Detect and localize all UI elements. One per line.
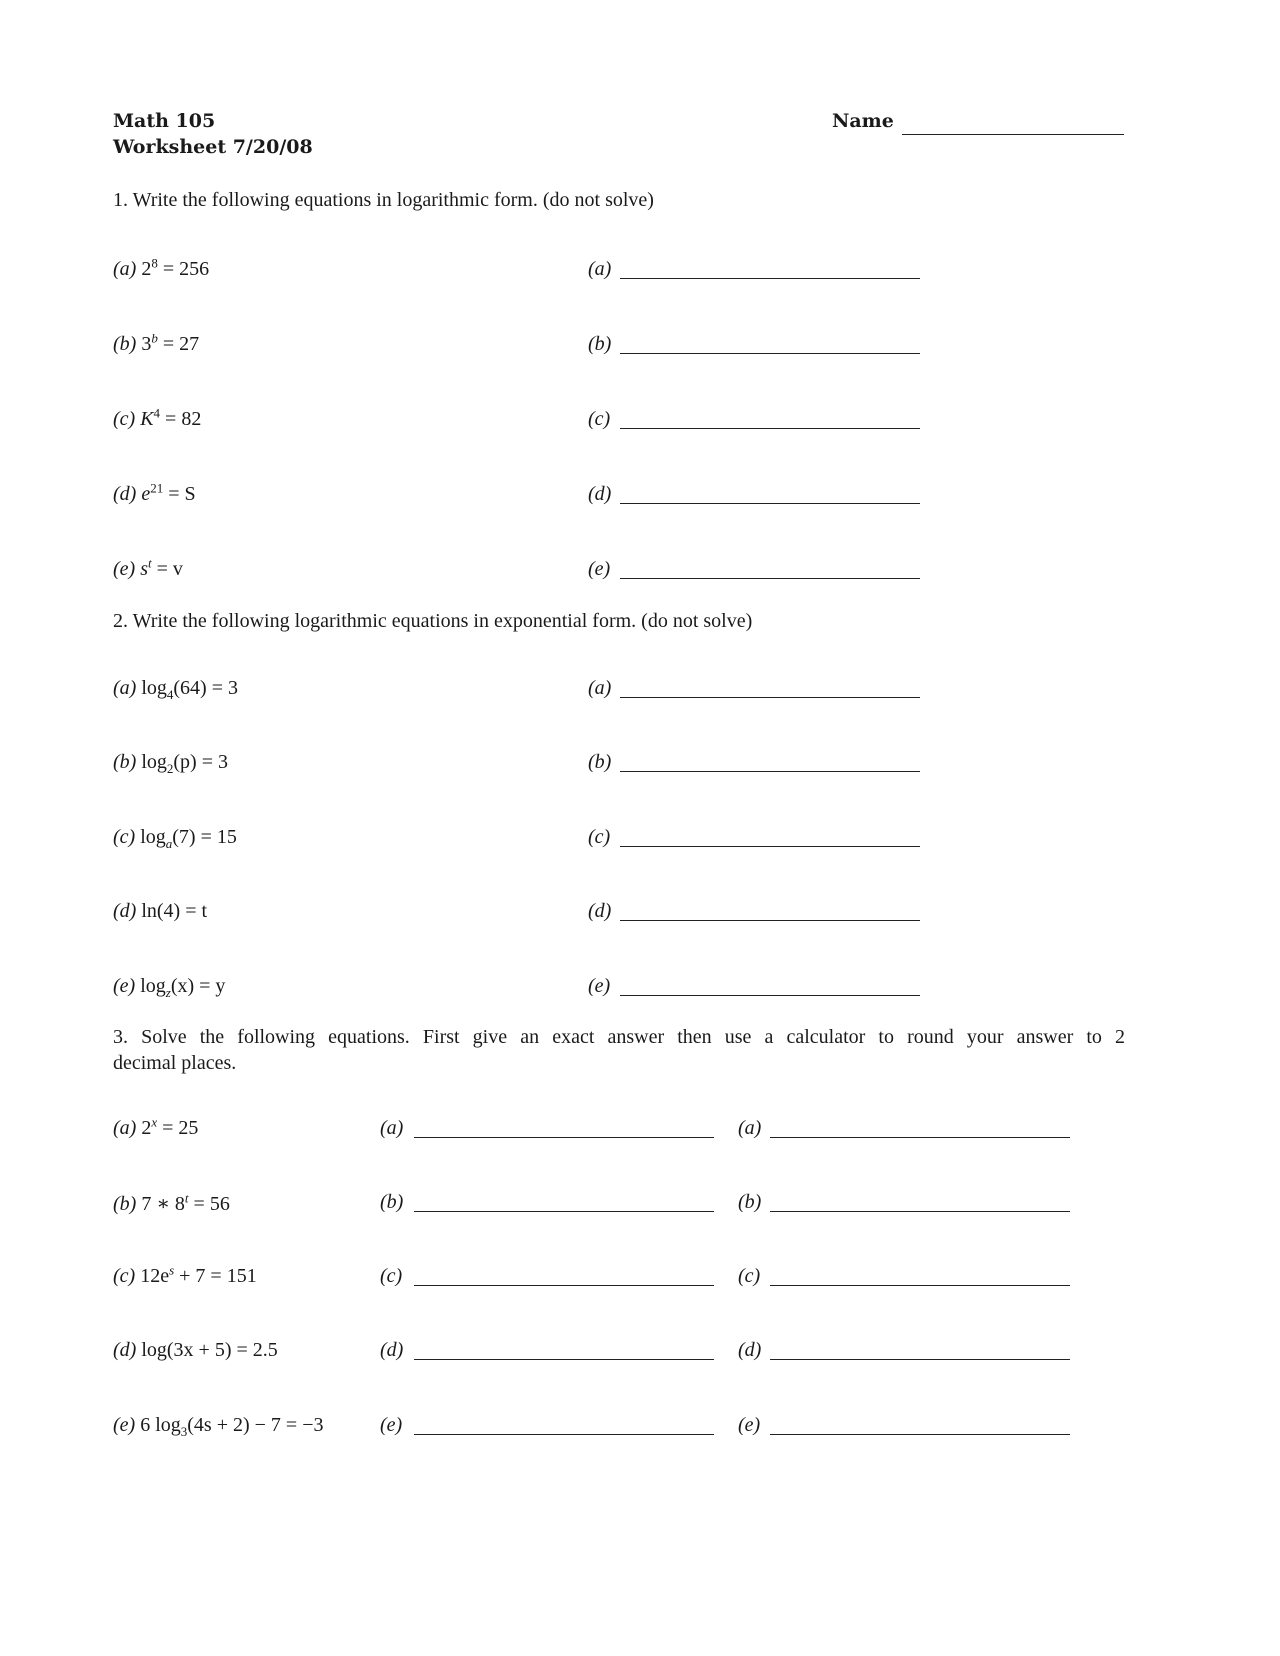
course-title: Math 105 bbox=[113, 110, 216, 132]
exact-answer-label: (a) bbox=[380, 1117, 404, 1139]
problem-label: (d) bbox=[113, 1339, 137, 1361]
answer-label: (e) bbox=[588, 558, 611, 580]
q2-answer-line[interactable] bbox=[620, 697, 920, 698]
answer-label: (d) bbox=[588, 483, 612, 505]
q2-problem bbox=[113, 900, 207, 923]
q1-answer-line[interactable] bbox=[620, 503, 920, 504]
q1-problem bbox=[113, 405, 202, 431]
answer-label: (c) bbox=[588, 408, 611, 430]
q1-problem bbox=[113, 555, 183, 581]
rounded-answer-label: (a) bbox=[738, 1117, 762, 1139]
math-text: 6 log bbox=[140, 1414, 181, 1436]
q2-instruction: 2. Write the following logarithmic equations in exponential form. (do not solve) bbox=[113, 610, 753, 632]
math-exponent: 21 bbox=[150, 480, 164, 496]
math-exponent: 4 bbox=[153, 405, 161, 421]
q1-problem bbox=[113, 330, 200, 356]
worksheet-title: Worksheet 7/20/08 bbox=[113, 136, 313, 158]
q3-rounded-answer-line[interactable] bbox=[770, 1434, 1070, 1435]
problem-label: (e) bbox=[113, 1414, 136, 1436]
math-rhs: = 82 bbox=[165, 408, 202, 430]
math-rhs: = 27 bbox=[162, 333, 200, 355]
math-text: log bbox=[140, 975, 166, 997]
math-base: K bbox=[140, 408, 154, 430]
math-text: (7) = 15 bbox=[172, 826, 237, 848]
q2-problem bbox=[113, 975, 225, 998]
q3-rounded-answer-line[interactable] bbox=[770, 1285, 1070, 1286]
math-text: 2 bbox=[141, 1117, 152, 1139]
math-text: 12e bbox=[140, 1265, 170, 1287]
exact-answer-label: (d) bbox=[380, 1339, 404, 1361]
q3-instruction-line1: 3. Solve the following equations. First give an exact answer then use a calculator to round your answer to 2 bbox=[113, 1026, 1125, 1048]
q2-answer-line[interactable] bbox=[620, 920, 920, 921]
q2-problem bbox=[113, 677, 238, 700]
math-rhs: = v bbox=[156, 558, 183, 580]
exact-answer-label: (b) bbox=[380, 1191, 404, 1213]
math-subscript: 3 bbox=[180, 1424, 188, 1439]
q3-problem bbox=[113, 1114, 199, 1140]
rounded-answer-label: (e) bbox=[738, 1414, 761, 1436]
problem-label: (c) bbox=[113, 826, 136, 848]
math-exponent: t bbox=[184, 1190, 189, 1206]
math-exponent: 8 bbox=[151, 255, 158, 271]
math-base: e bbox=[141, 483, 151, 505]
q2-problem bbox=[113, 751, 228, 774]
answer-label: (b) bbox=[588, 333, 612, 355]
rounded-answer-label: (d) bbox=[738, 1339, 762, 1361]
q3-exact-answer-line[interactable] bbox=[414, 1285, 714, 1286]
q3-exact-answer-line[interactable] bbox=[414, 1211, 714, 1212]
problem-label: (c) bbox=[113, 408, 136, 430]
problem-label: (c) bbox=[113, 1265, 136, 1287]
q3-problem bbox=[113, 1339, 278, 1362]
q2-answer-line[interactable] bbox=[620, 995, 920, 996]
problem-label: (d) bbox=[113, 900, 137, 922]
math-text: = 25 bbox=[157, 1117, 199, 1139]
q3-rounded-answer-line[interactable] bbox=[770, 1359, 1070, 1360]
problem-label: (e) bbox=[113, 558, 136, 580]
problem-label: (b) bbox=[113, 333, 137, 355]
math-text: (64) = 3 bbox=[173, 677, 238, 699]
q3-exact-answer-line[interactable] bbox=[414, 1434, 714, 1435]
name-label: Name bbox=[832, 110, 894, 132]
problem-label: (a) bbox=[113, 258, 137, 280]
q2-answer-line[interactable] bbox=[620, 846, 920, 847]
answer-label: (b) bbox=[588, 751, 612, 773]
math-text: = 56 bbox=[188, 1193, 230, 1215]
problem-label: (a) bbox=[113, 1117, 137, 1139]
math-text: 7 ∗ 8 bbox=[141, 1193, 185, 1215]
problem-label: (b) bbox=[113, 1193, 137, 1215]
math-text: log bbox=[141, 751, 167, 773]
math-text: ln(4) = t bbox=[141, 900, 208, 922]
math-exponent: b bbox=[151, 330, 158, 346]
q3-rounded-answer-line[interactable] bbox=[770, 1211, 1070, 1212]
q3-exact-answer-line[interactable] bbox=[414, 1137, 714, 1138]
q1-answer-line[interactable] bbox=[620, 578, 920, 579]
rounded-answer-label: (c) bbox=[738, 1265, 761, 1287]
q2-answer-line[interactable] bbox=[620, 771, 920, 772]
math-text: (x) = y bbox=[170, 975, 226, 997]
name-field[interactable] bbox=[902, 134, 1124, 135]
answer-label: (a) bbox=[588, 677, 612, 699]
math-exponent: s bbox=[169, 1262, 175, 1278]
math-subscript: 2 bbox=[166, 761, 174, 776]
math-exponent: t bbox=[148, 555, 152, 571]
q3-problem bbox=[113, 1262, 257, 1288]
q1-answer-line[interactable] bbox=[620, 278, 920, 279]
q3-problem bbox=[113, 1414, 324, 1437]
math-subscript: 4 bbox=[166, 687, 174, 702]
math-base: 3 bbox=[141, 333, 152, 355]
q1-answer-line[interactable] bbox=[620, 428, 920, 429]
answer-label: (c) bbox=[588, 826, 611, 848]
answer-label: (a) bbox=[588, 258, 612, 280]
q1-problem bbox=[113, 480, 196, 506]
answer-label: (d) bbox=[588, 900, 612, 922]
q3-rounded-answer-line[interactable] bbox=[770, 1137, 1070, 1138]
problem-label: (b) bbox=[113, 751, 137, 773]
math-exponent: x bbox=[151, 1114, 158, 1130]
rounded-answer-label: (b) bbox=[738, 1191, 762, 1213]
math-text: log bbox=[141, 677, 167, 699]
math-text: (4s + 2) − 7 = −3 bbox=[187, 1414, 324, 1436]
q3-exact-answer-line[interactable] bbox=[414, 1359, 714, 1360]
q1-answer-line[interactable] bbox=[620, 353, 920, 354]
math-text: log bbox=[140, 826, 166, 848]
problem-label: (d) bbox=[113, 483, 137, 505]
math-text: log(3x + 5) = 2.5 bbox=[141, 1339, 278, 1361]
math-base: s bbox=[140, 558, 148, 580]
problem-label: (e) bbox=[113, 975, 136, 997]
math-rhs: = S bbox=[168, 483, 196, 505]
exact-answer-label: (e) bbox=[380, 1414, 403, 1436]
exact-answer-label: (c) bbox=[380, 1265, 403, 1287]
math-subscript: z bbox=[165, 985, 171, 1000]
math-text: (p) = 3 bbox=[173, 751, 228, 773]
math-base: 2 bbox=[141, 258, 152, 280]
q1-problem bbox=[113, 255, 210, 281]
math-rhs: = 256 bbox=[162, 258, 210, 280]
q3-instruction-line2: decimal places. bbox=[113, 1052, 237, 1074]
q1-instruction: 1. Write the following equations in logarithmic form. (do not solve) bbox=[113, 189, 654, 211]
q2-problem bbox=[113, 826, 237, 849]
q3-problem bbox=[113, 1191, 230, 1216]
math-subscript: a bbox=[165, 836, 173, 851]
math-text: + 7 = 151 bbox=[174, 1265, 257, 1287]
problem-label: (a) bbox=[113, 677, 137, 699]
answer-label: (e) bbox=[588, 975, 611, 997]
